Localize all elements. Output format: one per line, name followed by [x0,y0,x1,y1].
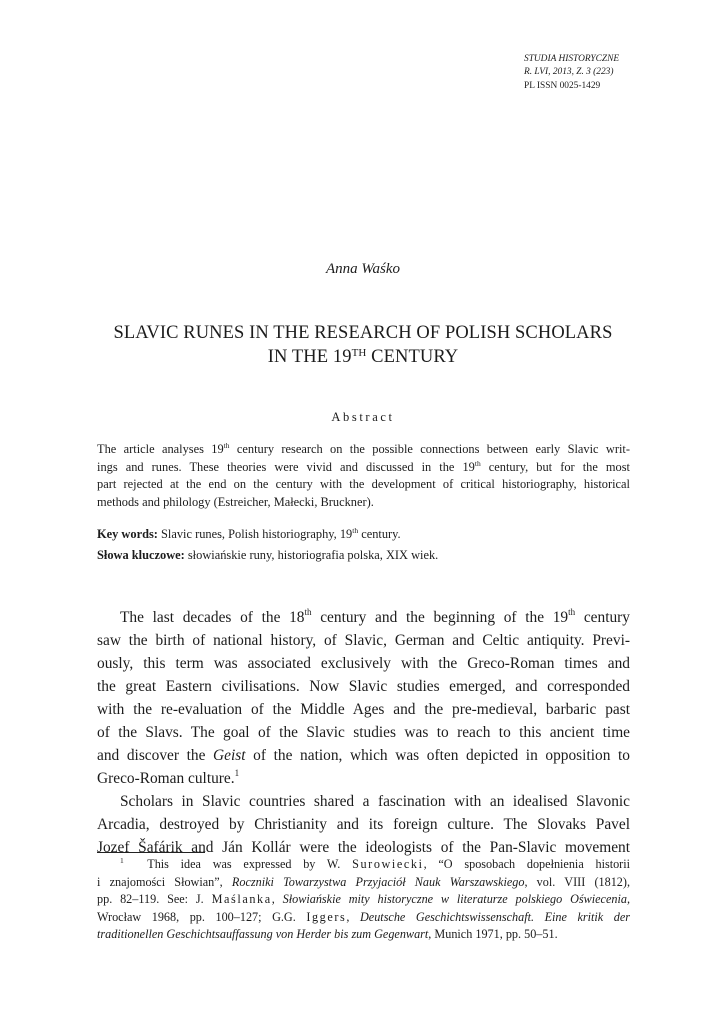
abstract-line: part rejected at the end on the century with the development of critical historiography, historical [97,477,630,492]
abstract-line: methods and philology (Estreicher, Małecki, Bruckner). [97,494,374,509]
journal-name: STUDIA HISTORYCZNE [524,54,620,64]
title-line-2: IN THE 19TH CENTURY [267,347,459,367]
author-name: Anna Waśko [325,261,401,277]
abstract-line: The article analyses 19th century research on the possible connections between early Slavic writ- [97,441,630,456]
abstract-line: ings and runes. These theories were vivid and discussed in the 19th century, but for the most [97,458,631,474]
footnote-line: Wrocław 1968, pp. 100–127; G.G. Iggers, Deutsche Geschichtswissenschaft. Eine kritik der [97,909,630,924]
article-title [60,321,666,369]
footnote-line: $^1$ This idea was expressed by W. Surowiecki, “O sposobach dopełnienia historii [120,856,631,871]
body-line: the great Eastern civilisations. Now Slavic studies emerged, and corresponded [97,678,630,695]
journal-issn: PL ISSN 0025-1429 [524,80,601,91]
footnote-number: 1 [120,856,124,865]
body-line: Greco-Roman culture.$^1$ [97,768,240,787]
body-text [97,606,630,859]
keywords-polish: Słowa kluczowe: słowiańskie runy, historiografia polska, XIX wiek. [97,548,439,562]
abstract-heading: Abstract [331,410,395,424]
body-line: of the Slavs. The goal of the Slavic studies was to reach to this ancient time [97,724,630,741]
body-line: Arcadia, destroyed by Christianity and its foreign culture. The Slovaks Pavel [97,816,630,833]
footnote-line: pp. 82–119. See: J. Maślanka, Słowiańskie mity historyczne w literaturze polskiego Oświecenia, [97,892,630,907]
journal-info [524,53,619,93]
footnote [97,856,630,944]
title-line-1: SLAVIC RUNES IN THE RESEARCH OF POLISH SCHOLARS [113,323,613,343]
footnote-line: i znajomości Słowian”, Roczniki Towarzystwa Przyjaciół Nauk Warszawskiego, vol. VIII (1812), [97,874,631,889]
body-line: and discover the Geist of the nation, which was often depicted in opposition to [97,747,630,764]
footnote-line: traditionellen Geschichtsauffassung von Herder bis zum Gegenwart, Munich 1971, pp. 50–51. [97,927,558,942]
body-line: ously, this term was associated exclusively with the Greco-Roman times and [97,655,630,672]
body-line: saw the birth of national history, of Slavic, German and Celtic antiquity. Previ- [97,632,630,649]
body-line: Scholars in Slavic countries shared a fascination with an idealised Slavonic [120,793,630,810]
body-line: with the re-evaluation of the Middle Ages and the pre-medieval, barbaric past [97,701,630,718]
keywords-english: Key words: Slavic runes, Polish historiography, 19th century. [97,526,401,541]
abstract-text [97,441,630,511]
footnote-divider [97,852,205,853]
body-line: Jozef Šafárik and Ján Kollár were the ideologists of the Pan-Slavic movement [97,839,630,856]
footnote-ref[interactable]: 1 [234,768,240,778]
journal-volume: R. LVI, 2013, Z. 3 (223) [524,67,614,78]
body-line: The last decades of the 18th century and the beginning of the 19th century [120,607,630,626]
